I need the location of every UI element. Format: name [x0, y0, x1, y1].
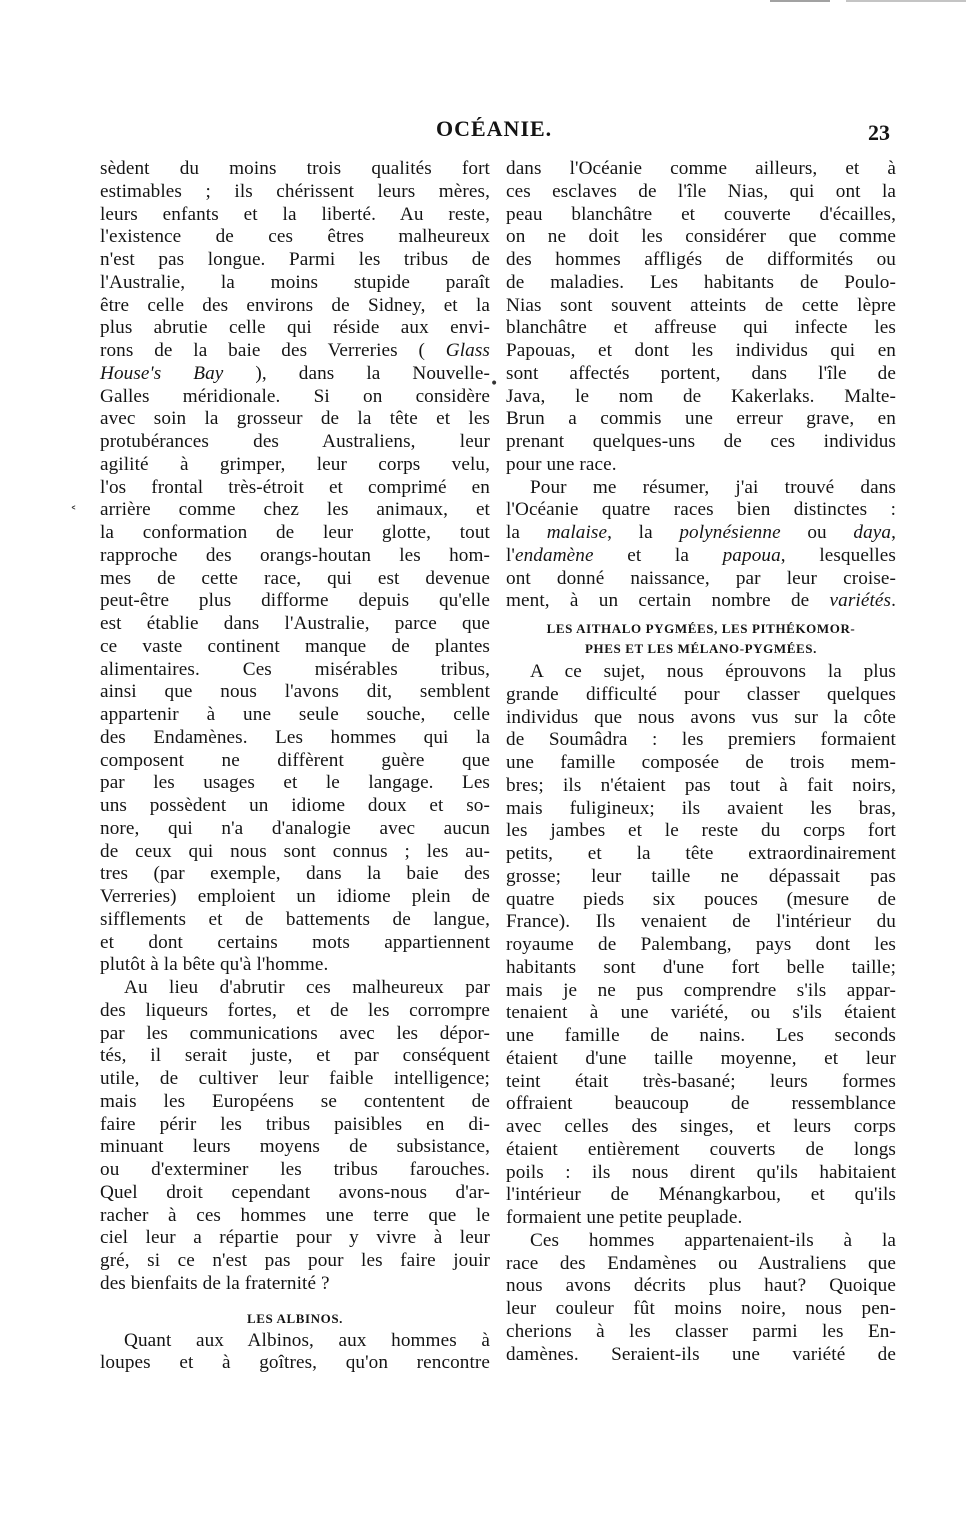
heading-line: PHES ET LES MÉLANO-PYGMÉES. — [585, 641, 817, 656]
text-line: Galles méridionale. Si on considère — [100, 385, 490, 407]
text-line: nous avons décrits plus haut? Quoique — [506, 1275, 896, 1297]
text-line: une famille de nains. Les seconds — [506, 1025, 896, 1046]
text-line: mais les Européens se contentent de — [100, 1090, 490, 1112]
text-line: nore, qui n'a d'analogie avec aucun — [100, 817, 490, 839]
text-line — [100, 340, 490, 363]
paragraph — [100, 158, 490, 977]
paragraph — [100, 1330, 490, 1376]
text-line: et dont certains mots appartiennent — [100, 931, 490, 953]
text-line — [506, 545, 896, 568]
text-line: est établie dans l'Australie, parce que — [100, 613, 490, 634]
text-line: estimables ; ils chérissent leurs mères, — [100, 180, 490, 202]
text-line — [506, 590, 896, 613]
text-line: sifflements et de battements de langue, — [100, 908, 490, 930]
text-run: , la — [607, 522, 680, 543]
page-number: 23 — [868, 120, 890, 145]
text-line: Brun a commis une erreur grave, en — [506, 408, 896, 430]
text-run: la — [506, 522, 547, 543]
text-line: Papouas, et dont les individus qui en — [506, 340, 896, 361]
text-line: composent ne diffèrent guère que — [100, 749, 490, 771]
text-line: tenaient à une variété, ou s'ils étaient — [506, 1002, 896, 1024]
text-run: ), dans la Nouvelle- — [223, 362, 490, 384]
text-line: étaient d'une taille moyenne, et leur — [506, 1047, 896, 1069]
text-line: Quant aux Albinos, aux hommes à — [124, 1329, 490, 1351]
italic-term: daya — [853, 522, 892, 543]
text-line: par les usages et le langage. Les — [100, 772, 490, 794]
text-line: royaume de Palembang, pays dont les — [506, 934, 896, 955]
text-line: une famille composée de trois mem- — [506, 752, 896, 773]
paragraph — [100, 977, 490, 1296]
text-line: sont affectés portent, dans l'île de — [506, 362, 896, 384]
text-run: , lesquelles — [780, 544, 896, 566]
text-run: ou — [780, 522, 854, 543]
margin-mark: ˂ — [70, 505, 77, 521]
text-line: leur couleur fût moins noire, nous pen- — [506, 1298, 896, 1319]
text-line: de Soumâdra : les premiers formaient — [506, 729, 896, 751]
text-line: ou d'exterminer les tribus farouches. — [100, 1159, 490, 1180]
margin-mark: • — [490, 376, 499, 392]
text-line: racher à ces hommes une terre que le — [100, 1204, 490, 1226]
text-line: par les communications avec les dépor- — [100, 1022, 490, 1044]
section-heading-pygmees — [506, 613, 896, 661]
text-line: agilité à grimper, leur corps velu, — [100, 453, 490, 475]
italic-term: variétés — [829, 590, 892, 612]
text-line: alimentaires. Ces misérables tribus, — [100, 658, 490, 680]
text-line: race des Endamènes ou Australiens que — [506, 1252, 896, 1274]
text-line: tés, il serait juste, et par conséquent — [100, 1045, 490, 1067]
text-line: avec celles des singes, et leurs corps — [506, 1116, 896, 1137]
text-line: prenant quelques-uns de ces individus — [506, 431, 896, 452]
text-line: Pour me résumer, j'ai trouvé dans — [530, 476, 896, 498]
text-line — [100, 363, 490, 386]
text-line: l'os frontal très-étroit et comprimé en — [100, 476, 490, 498]
text-line: de ceux qui nous sont connus ; les au- — [100, 840, 490, 862]
text-line: rapproche des orangs-houtan les hom- — [100, 544, 490, 566]
text-line: des liqueurs fortes, et de les corrompre — [100, 999, 490, 1021]
left-column — [100, 158, 490, 1375]
text-line: utile, de cultiver leur faible intelligence; — [100, 1068, 490, 1089]
text-line: gré, si ce n'est pas pour les faire jouir — [100, 1250, 490, 1271]
text-line: protubérances des Australiens, leur — [100, 431, 490, 452]
right-column — [506, 158, 896, 1366]
text-line: teint était très-basané; leurs formes — [506, 1070, 896, 1092]
text-line: arrière comme chez les animaux, et — [100, 499, 490, 521]
text-line: des Endamènes. Les hommes qui la — [100, 726, 490, 748]
text-line: tres (par exemple, dans la baie des — [100, 863, 490, 885]
text-line: plus abrutie celle qui réside aux envi- — [100, 317, 490, 339]
text-line: on ne doit les considérer que comme — [506, 226, 896, 248]
text-line: petits, et la tête extraordinairement — [506, 843, 896, 864]
scan-edge-mark — [846, 0, 966, 2]
text-line: plutôt à la bête qu'à l'homme. — [100, 954, 329, 976]
text-line — [506, 522, 896, 545]
text-line: grande difficulté pour classer quelques — [506, 683, 896, 705]
text-line: Java, le nom de Kakerlaks. Malte- — [506, 385, 896, 407]
text-run: , — [891, 522, 896, 543]
text-line: pour une race. — [506, 453, 617, 475]
section-heading-albinos: LES ALBINOS. — [246, 1310, 344, 1326]
text-line: être celle des environs de Sidney, et la — [100, 294, 490, 316]
text-run: l' — [506, 544, 515, 566]
scan-edge-mark — [770, 0, 830, 2]
text-line: mais je ne pus comprendre s'ils appar- — [506, 979, 896, 1001]
text-line: formaient une petite peuplade. — [506, 1207, 743, 1228]
paragraph — [506, 477, 896, 614]
italic-term: House's Bay — [100, 362, 224, 384]
text-line: étaient entièrement couverts de longs — [506, 1138, 896, 1160]
text-line: peau blanchâtre et couverte d'écailles, — [506, 203, 896, 225]
text-line: dans l'Océanie comme ailleurs, et à — [506, 158, 896, 179]
text-line: uns possèdent un idiome doux et so- — [100, 795, 490, 816]
italic-term: malaise — [546, 522, 608, 543]
text-line: la conformation de leur glotte, tout — [100, 522, 490, 543]
text-line: quatre pieds six pouces (mesure de — [506, 888, 896, 910]
text-line: loupes et à goîtres, qu'on rencontre — [100, 1352, 490, 1374]
text-line: de maladies. Les habitants de Poulo- — [506, 271, 896, 293]
italic-term: endamène — [515, 544, 594, 566]
text-line: ont donné naissance, par leur croise- — [506, 567, 896, 589]
heading-line: LES AITHALO PYGMÉES, LES PITHÉKOMOR- — [546, 621, 856, 636]
text-line: leurs enfants et la liberté. Au reste, — [100, 203, 490, 225]
running-title: OCÉANIE. — [436, 116, 553, 141]
text-line: des bienfaits de la fraternité ? — [100, 1272, 330, 1294]
italic-term: papoua — [722, 544, 781, 566]
text-line: avec soin la grosseur de la tête et les — [100, 408, 490, 430]
text-line: mais fuligineux; ils avaient les bras, — [506, 797, 896, 819]
text-line: individus que nous avons vus sur la côte — [506, 706, 896, 728]
text-line: ces esclaves de l'île Nias, qui ont la — [506, 180, 896, 202]
text-line: ciel leur a répartie pour y vivre à leur — [100, 1227, 490, 1249]
text-line: l'Océanie quatre races bien distinctes : — [506, 499, 896, 521]
text-line: l'Australie, la moins stupide paraît — [100, 271, 490, 293]
text-line: sèdent du moins trois qualités fort — [100, 158, 490, 179]
text-line: peut-être plus difforme depuis qu'elle — [100, 590, 490, 612]
text-line: faire périr les tribus paisibles en di- — [100, 1113, 490, 1135]
text-line: Au lieu d'abrutir ces malheureux par — [124, 977, 490, 998]
text-line: Nias sont souvent atteints de cette lèpre — [506, 294, 896, 316]
text-line: A ce sujet, nous éprouvons la plus — [530, 661, 896, 682]
paragraph — [506, 158, 896, 477]
text-line: cherions à les classer parmi les En- — [506, 1320, 896, 1342]
text-line: minuant leurs moyens de subsistance, — [100, 1136, 490, 1158]
italic-term: Glass — [445, 340, 490, 361]
text-line: grosse; leur taille ne dépassait pas — [506, 865, 896, 887]
text-line: ainsi que nous l'avons dit, semblent — [100, 681, 490, 703]
text-run: rons de la baie des Verreries ( — [100, 340, 446, 361]
text-line: appartenir à une seule souche, celle — [100, 704, 490, 725]
paragraph — [506, 1230, 896, 1367]
text-line: les jambes et le reste du corps fort — [506, 820, 896, 842]
text-line: l'intérieur de Ménangkarbou, et qu'ils — [506, 1184, 896, 1206]
text-run: et la — [593, 544, 723, 566]
text-run: ment, à un certain nombre de — [506, 590, 830, 612]
text-line: l'existence de ces êtres malheureux — [100, 226, 490, 248]
text-line: des hommes affligés de difformités ou — [506, 249, 896, 270]
text-line: Ces hommes appartenaient-ils à la — [530, 1229, 896, 1251]
text-line: habitants sont d'une fort belle taille; — [506, 956, 896, 978]
text-line: mes de cette race, qui est devenue — [100, 567, 490, 589]
paragraph — [506, 661, 896, 1230]
text-line: n'est pas longue. Parmi les tribus de — [100, 249, 490, 270]
text-line: poils : ils nous dirent qu'ils habitaient — [506, 1161, 896, 1183]
text-line: Quel droit cependant avons-nous d'ar- — [100, 1181, 490, 1203]
text-line: ce vaste continent manque de plantes — [100, 635, 490, 657]
text-run: . — [891, 590, 896, 612]
text-line: France). Ils venaient de l'intérieur du — [506, 911, 896, 933]
text-line: bres; ils n'étaient pas tout à fait noirs, — [506, 774, 896, 796]
running-head — [0, 112, 966, 146]
italic-term: polynésienne — [679, 522, 781, 543]
text-line: damènes. Seraient-ils une variété de — [506, 1343, 896, 1365]
text-line: blanchâtre et affreuse qui infecte les — [506, 317, 896, 339]
text-line: offraient beaucoup de ressemblance — [506, 1093, 896, 1115]
text-line: Verreries) emploient un idiome plein de — [100, 886, 490, 907]
